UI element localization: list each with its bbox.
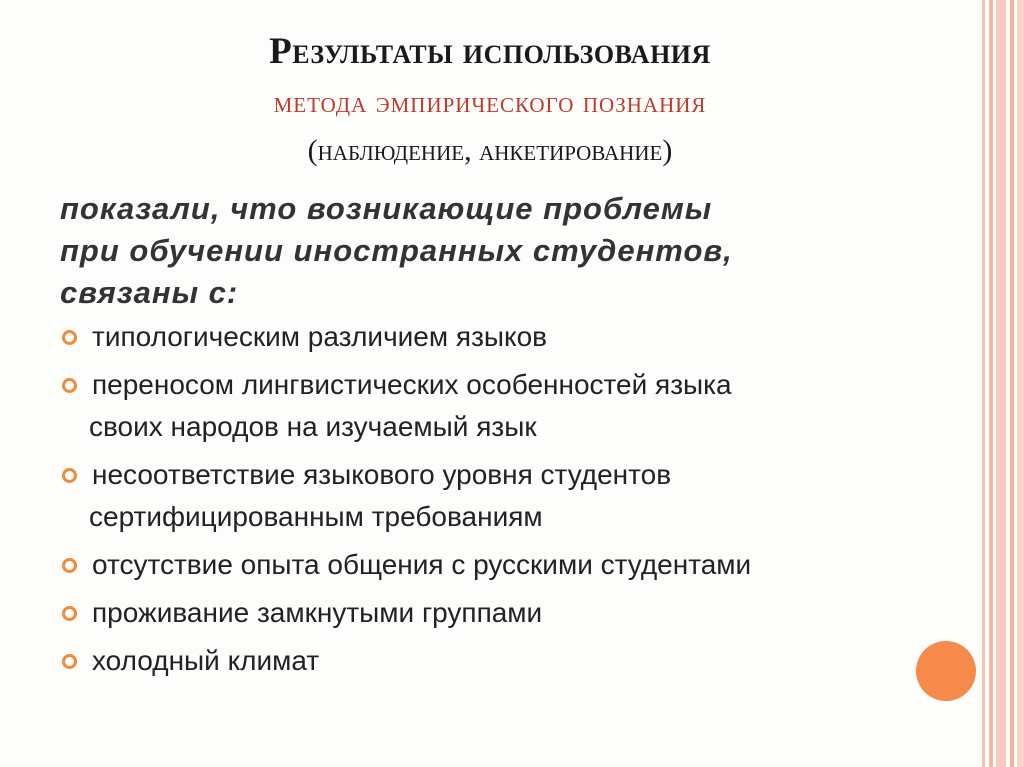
bullet-list <box>60 316 880 688</box>
list-item-text: холодный климат <box>92 645 320 676</box>
list-item <box>60 316 880 358</box>
list-item-text: типологическим различием языков <box>92 321 548 352</box>
ring-bullet-icon <box>62 654 77 669</box>
decor-stripe <box>996 0 1006 767</box>
decor-stripe <box>982 0 985 767</box>
ring-bullet-icon <box>62 558 77 573</box>
decor-circle <box>916 641 976 701</box>
list-item-text: переносом лингвистических особенностей языка <box>92 369 732 400</box>
list-item-text: несоответствие языкового уровня студентов <box>92 459 672 490</box>
intro-text <box>60 188 860 314</box>
ring-bullet-icon <box>62 378 77 393</box>
list-item-text: проживание замкнутыми группами <box>92 597 543 628</box>
slide-subtitle-methods: (наблюдение, анкетирование) <box>307 134 673 167</box>
list-item <box>60 544 880 586</box>
list-item-text: своих народов на изучаемый язык <box>89 411 537 442</box>
list-item <box>60 454 880 538</box>
ring-bullet-icon <box>62 606 77 621</box>
ring-bullet-icon <box>62 330 77 345</box>
decor-stripe <box>1017 0 1024 767</box>
slide-title: Результаты использования <box>269 31 711 72</box>
intro-line: при обучении иностранных студентов, <box>60 233 733 268</box>
list-item <box>60 640 880 682</box>
ring-bullet-icon <box>62 468 77 483</box>
intro-line: связаны с: <box>60 275 239 310</box>
slide-subtitle: метода эмпирического познания <box>273 86 707 119</box>
list-item <box>60 592 880 634</box>
intro-line: показали, что возникающие проблемы <box>60 191 713 226</box>
decor-stripe <box>1010 0 1014 767</box>
list-item <box>60 364 880 448</box>
list-item-text: отсутствие опыта общения с русскими студентами <box>92 549 752 580</box>
decor-stripe <box>989 0 993 767</box>
list-item-text: сертифицированным требованиям <box>89 501 543 532</box>
